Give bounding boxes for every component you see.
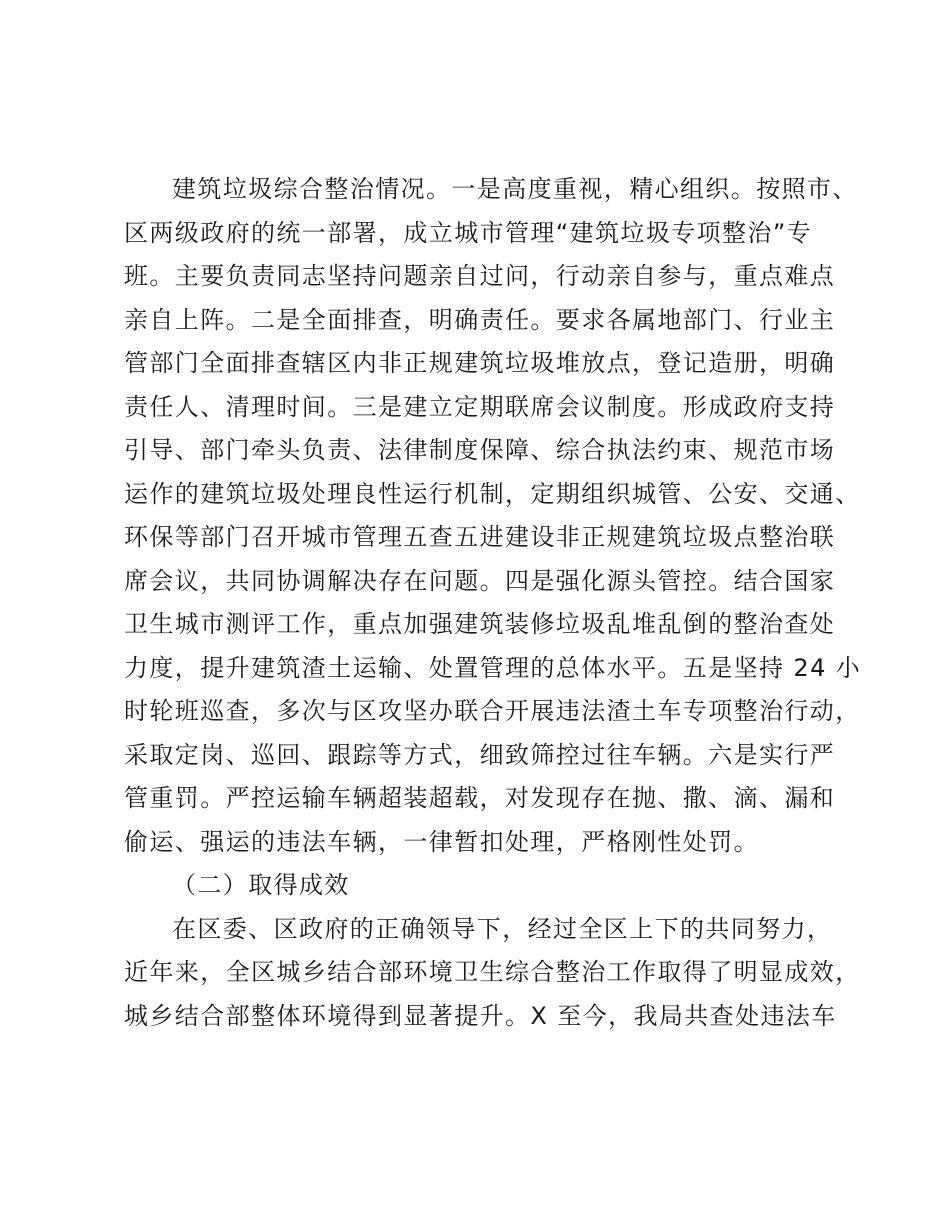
paragraph-line: 环保等部门召开城市管理五查五进建设非正规建筑垃圾点整治联 bbox=[124, 523, 836, 551]
paragraph-line: 偷运、强运的违法车辆，一律暂扣处理，严格刚性处罚。 bbox=[124, 827, 759, 856]
paragraph-line: 责任人、清理时间。三是建立定期联席会议制度。形成政府支持 bbox=[124, 392, 836, 421]
paragraph-line: 城乡结合部整体环境得到显著提升。X 至今，我局共查处违法车 bbox=[124, 1001, 837, 1030]
paragraph-line: 管部门全面排查辖区内非正规建筑垃圾堆放点，登记造册，明确 bbox=[124, 349, 836, 377]
section-heading: （二）取得成效 bbox=[172, 871, 350, 899]
paragraph-line: 亲自上阵。二是全面排查，明确责任。要求各属地部门、行业主 bbox=[124, 305, 836, 334]
paragraph-line: 引导、部门牵头负责、法律制度保障、综合执法约束、规范市场 bbox=[124, 436, 836, 464]
paragraph-line: 采取定岗、巡回、跟踪等方式，细致筛控过往车辆。六是实行严 bbox=[124, 740, 836, 769]
paragraph-line: 在区委、区政府的正确领导下，经过全区上下的共同努力， bbox=[172, 914, 833, 943]
document-body bbox=[124, 168, 862, 1038]
paragraph-line: 区两级政府的统一部署，成立城市管理“建筑垃圾专项整治”专 bbox=[124, 218, 813, 247]
paragraph-line: 管重罚。严控运输车辆超装超载，对发现存在抛、撒、滴、漏和 bbox=[124, 784, 836, 812]
paragraph-line: 时轮班巡查，多次与区攻坚办联合开展违法渣土车专项整治行动， bbox=[124, 697, 861, 725]
paragraph-line: 卫生城市测评工作，重点加强建筑装修垃圾乱堆乱倒的整治查处 bbox=[124, 610, 836, 638]
paragraph-line: 班。主要负责同志坚持问题亲自过问，行动亲自参与，重点难点 bbox=[124, 262, 836, 290]
paragraph-line: 运作的建筑垃圾处理良性运行机制，定期组织城管、公安、交通、 bbox=[124, 479, 861, 508]
paragraph-line: 建筑垃圾综合整治情况。一是高度重视，精心组织。按照市、 bbox=[172, 175, 858, 203]
paragraph-line: 席会议，共同协调解决存在问题。四是强化源头管控。结合国家 bbox=[124, 566, 836, 595]
paragraph-line: 近年来，全区城乡结合部环境卫生综合整治工作取得了明显成效， bbox=[124, 958, 861, 986]
paragraph-line: 力度，提升建筑渣土运输、处置管理的总体水平。五是坚持 24 小 bbox=[124, 653, 862, 682]
